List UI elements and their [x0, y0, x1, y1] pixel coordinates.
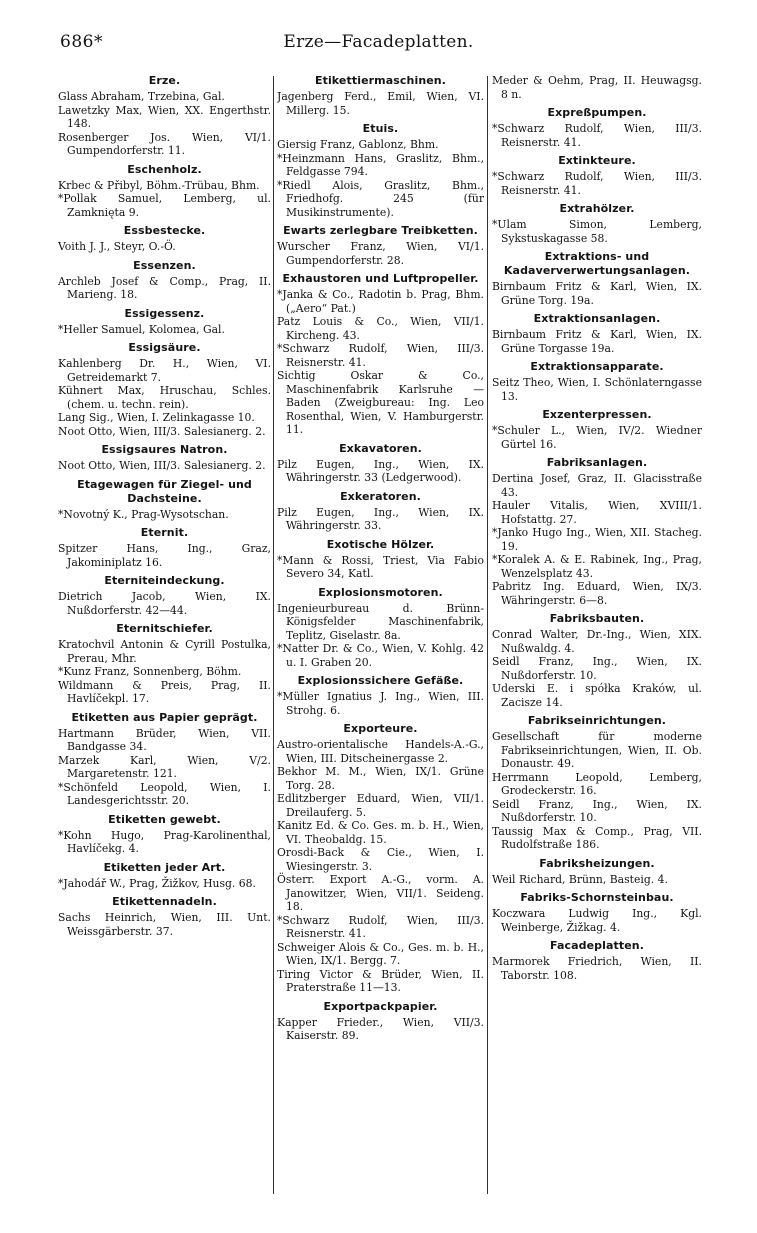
section-heading: Essbestecke.	[123, 224, 206, 237]
directory-entry: Seidl Franz, Ing., Wien, IX. Nußdorferstr. 10.	[492, 655, 702, 682]
page-header	[0, 28, 757, 58]
directory-entry: Conrad Walter, Dr.-Ing., Wien, XIX. Nußwaldg. 4.	[492, 628, 702, 655]
directory-entry: *Heinzmann Hans, Graslitz, Bhm., Feldgasse 794.	[277, 151, 484, 178]
directory-section	[492, 408, 702, 451]
section-heading: Essenzen.	[133, 258, 196, 272]
directory-section	[58, 861, 271, 891]
directory-section	[58, 74, 271, 158]
directory-entry: Weil Richard, Brünn, Basteig. 4.	[492, 872, 668, 886]
section-heading: Extrahölzer.	[559, 202, 635, 215]
section-heading: Extraktionsanlagen.	[533, 312, 661, 325]
section-heading: Essigsaures Natron.	[101, 443, 228, 456]
directory-section	[492, 891, 702, 934]
section-heading: Exporteure.	[343, 722, 418, 735]
directory-section	[277, 442, 484, 485]
section-heading: Fabriksheizungen.	[539, 856, 655, 870]
directory-entry: *Natter Dr. & Co., Wien, V. Kohlg. 42 u. I. Graben 20.	[277, 642, 484, 669]
directory-entry: Lawetzky Max, Wien, XX. Engerthstr. 148.	[58, 103, 271, 130]
directory-section	[492, 106, 702, 149]
directory-section	[492, 857, 702, 887]
directory-entry: *Jahodář W., Prag, Žižkov, Husg. 68.	[58, 876, 256, 890]
section-heading: Exotische Hölzer.	[326, 537, 435, 551]
directory-entry: *Schwarz Rudolf, Wien, III/3. Reisnerstr. 41.	[277, 913, 484, 940]
directory-entry: *Müller Ignatius J. Ing., Wien, III. Strohg. 6.	[277, 690, 484, 717]
directory-section	[58, 443, 271, 473]
directory-section	[492, 312, 702, 355]
directory-section	[277, 538, 484, 581]
directory-entry: Kanitz Ed. & Co. Ges. m. b. H., Wien, VI. Theobaldg. 15.	[277, 819, 484, 846]
directory-section	[277, 674, 484, 717]
directory-entry: Schweiger Alois & Co., Ges. m. b. H., Wien, IX/1. Bergg. 7.	[277, 940, 484, 967]
directory-section	[492, 360, 702, 403]
directory-entry: Pilz Eugen, Ing., Wien, IX. Währingerstr. 33 (Ledgerwood).	[277, 457, 484, 484]
directory-section	[58, 307, 271, 337]
directory-section	[277, 722, 484, 995]
section-heading: Essigsäure.	[128, 341, 201, 354]
section-heading: Etiketten gewebt.	[108, 812, 221, 826]
directory-section	[58, 478, 271, 522]
section-heading: Eternit.	[140, 526, 189, 539]
directory-entry: *Ulam Simon, Lemberg, Sykstuskagasse 58.	[492, 218, 702, 245]
section-heading: Extraktions- und Kadaververwertungsanlagen.	[503, 250, 691, 277]
directory-entry: *Riedl Alois, Graslitz, Bhm., Friedhofg. 245 (für Musikinstrumente).	[277, 178, 484, 219]
directory-entry: *Schwarz Rudolf, Wien, III/3. Reisnerstr. 41.	[277, 342, 484, 369]
section-heading: Exzenterpressen.	[542, 408, 652, 421]
directory-section	[58, 259, 271, 302]
directory-entry: Kahlenberg Dr. H., Wien, VI. Getreidemarkt 7.	[58, 357, 271, 384]
directory-entry: *Schuler L., Wien, IV/2. Wiedner Gürtel 16.	[492, 424, 702, 451]
page-title: Erze—Facadeplatten.	[283, 32, 474, 52]
directory-entry: Krbec & Přibyl, Böhm.-Trübau, Bhm.	[58, 178, 260, 192]
directory-entry: *Schönfeld Leopold, Wien, I. Landesgerichtsstr. 20.	[58, 780, 271, 807]
directory-entry: Spitzer Hans, Ing., Graz, Jakominiplatz 16.	[58, 542, 271, 569]
directory-entry: Bekhor M. M., Wien, IX/1. Grüne Torg. 28.	[277, 765, 484, 792]
section-heading: Exkeratoren.	[340, 489, 421, 503]
directory-section	[58, 224, 271, 254]
section-heading: Etikettennadeln.	[112, 895, 217, 908]
directory-section	[58, 895, 271, 938]
section-heading: Fabriksanlagen.	[546, 456, 648, 469]
directory-entry: Edlitzberger Eduard, Wien, VII/1. Dreilauferg. 5.	[277, 792, 484, 819]
directory-entry: Gesellschaft für moderne Fabrikseinrichtungen, Wien, II. Ob. Donaustr. 49.	[492, 730, 702, 770]
page-number: 686*	[60, 32, 103, 52]
directory-entry: Uderski E. i spółka Kraków, ul. Zacisze 14.	[492, 682, 702, 709]
directory-section	[277, 490, 484, 533]
section-heading: Facadeplatten.	[549, 939, 645, 952]
section-heading: Fabriksbauten.	[549, 612, 645, 625]
directory-entry: Hartmann Brüder, Wien, VII. Bandgasse 34.	[58, 726, 271, 753]
directory-section	[277, 586, 484, 670]
directory-entry: Rosenberger Jos. Wien, VI/1. Gumpendorferstr. 11.	[58, 130, 271, 157]
directory-entry: Birnbaum Fritz & Karl, Wien, IX. Grüne Torg. 19a.	[492, 280, 702, 307]
section-heading: Etagewagen für Ziegel- und Dachsteine.	[77, 477, 252, 505]
directory-section	[58, 813, 271, 856]
directory-section	[58, 622, 271, 808]
directory-entry: Marzek Karl, Wien, V/2. Margaretenstr. 121.	[58, 753, 271, 780]
section-heading: Etiketten jeder Art.	[103, 860, 226, 874]
section-heading: Erze.	[148, 74, 181, 87]
directory-entry: Marmorek Friedrich, Wien, II. Taborstr. 108.	[492, 955, 702, 982]
directory-section	[58, 341, 271, 438]
directory-section	[492, 154, 702, 197]
directory-entry: *Schwarz Rudolf, Wien, III/3. Reisnerstr. 41.	[492, 122, 702, 149]
directory-entry: Wildmann & Preis, Prag, II. Havlíčekpl. 17.	[58, 678, 271, 705]
section-heading: Extinkteure.	[558, 154, 636, 167]
section-heading: Expreßpumpen.	[547, 106, 647, 119]
directory-entry: Noot Otto, Wien, III/3. Salesianerg. 2.	[58, 459, 266, 472]
directory-section	[492, 612, 702, 709]
directory-section	[277, 1000, 484, 1043]
section-heading: Exhaustoren und Luftpropeller.	[282, 272, 479, 285]
directory-entry: Hauler Vitalis, Wien, XVIII/1. Hofstattg. 27.	[492, 499, 702, 526]
directory-entry: Orosdi-Back & Cie., Wien, I. Wiesingerstr. 3.	[277, 846, 484, 873]
directory-entry: Meder & Oehm, Prag, II. Heuwagsg. 8 n.	[492, 74, 702, 101]
directory-entry: Sachs Heinrich, Wien, III. Unt. Weissgärberstr. 37.	[58, 911, 271, 938]
directory-entry: Kapper Frieder., Wien, VII/3. Kaiserstr. 89.	[277, 1015, 484, 1042]
section-heading: Etiketten aus Papier geprägt.	[71, 710, 258, 724]
section-heading: Eschenholz.	[127, 162, 202, 176]
directory-entry: Seidl Franz, Ing., Wien, IX. Nußdorferstr. 10.	[492, 797, 702, 824]
directory-entry: Archleb Josef & Comp., Prag, II. Marieng. 18.	[58, 274, 271, 301]
column-1	[58, 74, 271, 1214]
directory-entry: Seitz Theo, Wien, I. Schönlaterngasse 13.	[492, 376, 702, 403]
directory-entry: Österr. Export A.-G., vorm. A. Janowitzer, Wien, VII/1. Seideng. 18.	[277, 873, 484, 913]
directory-entry: Giersig Franz, Gablonz, Bhm.	[277, 138, 439, 151]
section-heading: Ewarts zerlegbare Treibketten.	[283, 224, 478, 237]
directory-entry: Taussig Max & Comp., Prag, VII. Rudolfstraße 186.	[492, 824, 702, 851]
column-3	[492, 74, 702, 1214]
directory-entry: *Pollak Samuel, Lemberg, ul. Zamknięta 9.	[58, 192, 271, 219]
directory-entry: Lang Sig., Wien, I. Zelinkagasse 10.	[58, 411, 255, 424]
directory-entry: Glass Abraham, Trzebina, Gal.	[58, 90, 225, 103]
directory-entry: Ingenieurbureau d. Brünn-Königsfelder Maschinenfabrik, Teplitz, Giselastr. 8a.	[277, 601, 484, 642]
directory-entry: Herrmann Leopold, Lemberg, Grodeckerstr. 16.	[492, 770, 702, 797]
directory-entry: Patz Louis & Co., Wien, VII/1. Kircheng. 43.	[277, 315, 484, 342]
directory-entry: *Kohn Hugo, Prag-Karolinenthal, Havlíčekg. 4.	[58, 828, 271, 855]
directory-section	[58, 526, 271, 569]
directory-entry: Dertina Josef, Graz, II. Glacisstraße 43.	[492, 472, 702, 499]
section-heading: Etuis.	[362, 122, 399, 135]
directory-entry: Austro-orientalische Handels-A.-G., Wien, III. Ditscheinergasse 2.	[277, 738, 484, 765]
column-divider	[487, 76, 488, 1194]
directory-entry: Voith J. J., Steyr, O.-Ö.	[58, 240, 176, 253]
directory-entry: Kratochvil Antonin & Cyrill Postulka, Prerau, Mhr.	[58, 638, 271, 665]
section-heading: Fabriks-Schornsteinbau.	[520, 891, 674, 904]
directory-entry: Pabritz Ing. Eduard, Wien, IX/3. Währingerstr. 6—8.	[492, 580, 702, 607]
section-heading: Exkavatoren.	[339, 441, 422, 455]
directory-section	[277, 224, 484, 267]
column-divider	[273, 76, 274, 1194]
directory-section	[492, 202, 702, 245]
directory-entry: *Schwarz Rudolf, Wien, III/3. Reisnerstr. 41.	[492, 170, 702, 197]
column-2	[277, 74, 484, 1214]
section-heading: Explosionssichere Gefäße.	[297, 674, 464, 687]
section-heading: Eternitschiefer.	[116, 622, 213, 635]
section-heading: Extraktionsapparate.	[530, 360, 664, 373]
directory-entry: *Novotný K., Prag-Wysotschan.	[58, 507, 229, 521]
directory-entry: Noot Otto, Wien, III/3. Salesianerg. 2.	[58, 424, 266, 438]
directory-section	[492, 250, 702, 307]
directory-entry: Sichtig Oskar & Co., Maschinenfabrik Karlsruhe — Baden (Zweigbureau: Ing. Leo Rosenthal, Wien, V. Hamburgerstr. 11.	[277, 369, 484, 436]
directory-entry: Kühnert Max, Hruschau, Schles. (chem. u. techn. rein).	[58, 384, 271, 411]
directory-entry: Pilz Eugen, Ing., Wien, IX. Währingerstr. 33.	[277, 505, 484, 532]
directory-entry: *Heller Samuel, Kolomea, Gal.	[58, 322, 225, 336]
directory-entry: Tiring Victor & Brüder, Wien, II. Praterstraße 11—13.	[277, 967, 484, 994]
section-heading: Eterniteindeckung.	[104, 574, 225, 587]
directory-section	[492, 74, 702, 101]
section-heading: Etikettiermaschinen.	[314, 74, 447, 87]
directory-entry: *Janka & Co., Radotin b. Prag, Bhm. („Aero“ Pat.)	[277, 288, 484, 315]
directory-entry: Jagenberg Ferd., Emil, Wien, VI. Millerg. 15.	[277, 90, 484, 117]
directory-section	[492, 939, 702, 982]
directory-entry: Dietrich Jacob, Wien, IX. Nußdorferstr. 42—44.	[58, 590, 271, 617]
directory-entry: Wurscher Franz, Wien, VI/1. Gumpendorferstr. 28.	[277, 240, 484, 267]
directory-entry: *Kunz Franz, Sonnenberg, Böhm.	[58, 665, 242, 678]
directory-section	[58, 574, 271, 617]
directory-entry: *Koralek A. & E. Rabinek, Ing., Prag, Wenzelsplatz 43.	[492, 553, 702, 580]
directory-entry: *Janko Hugo Ing., Wien, XII. Stacheg. 19.	[492, 526, 702, 553]
directory-section	[277, 122, 484, 219]
section-heading: Essigessenz.	[124, 306, 205, 320]
directory-section	[277, 272, 484, 437]
section-heading: Fabrikseinrichtungen.	[527, 714, 667, 727]
directory-section	[492, 714, 702, 852]
directory-section	[492, 456, 702, 607]
section-heading: Exportpackpapier.	[323, 999, 438, 1013]
directory-entry: Koczwara Ludwig Ing., Kgl. Weinberge, Žižkag. 4.	[492, 907, 702, 934]
directory-entry: Birnbaum Fritz & Karl, Wien, IX. Grüne Torgasse 19a.	[492, 328, 702, 355]
directory-section	[58, 163, 271, 220]
directory-entry: *Mann & Rossi, Triest, Via Fabio Severo 34, Katl.	[277, 553, 484, 580]
section-heading: Explosionsmotoren.	[318, 585, 443, 599]
directory-section	[277, 74, 484, 117]
